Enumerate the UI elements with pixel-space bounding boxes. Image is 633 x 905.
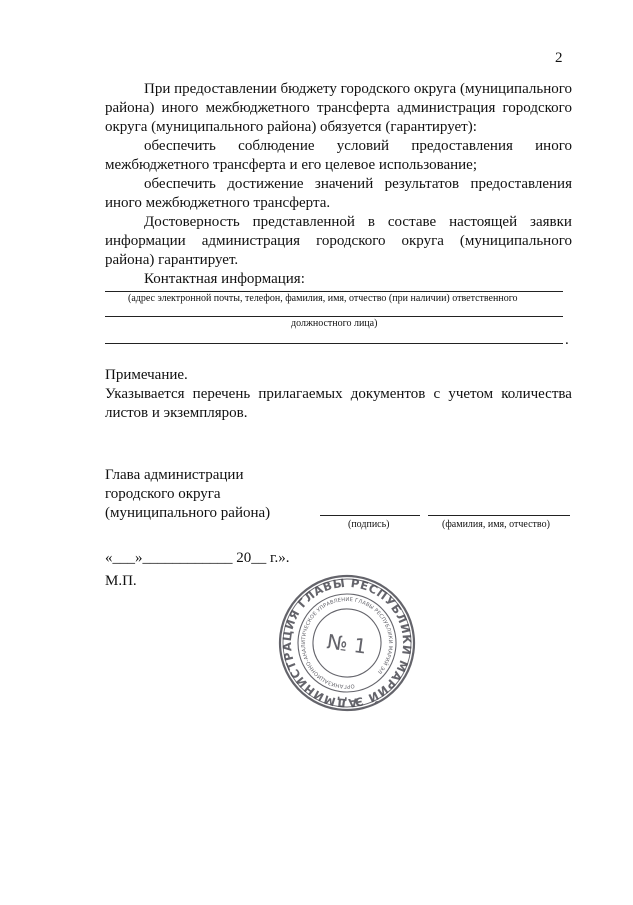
contact-line-1 — [105, 291, 563, 292]
contact-line-3 — [105, 343, 563, 344]
signature-title-line-2: городского округа — [105, 486, 221, 502]
paragraph-4-line-2 — [105, 232, 572, 251]
paragraph-1-line-2 — [105, 99, 572, 118]
word: городского — [340, 81, 411, 97]
name-caption: (фамилия, имя, отчество) — [442, 519, 550, 530]
word: иного — [161, 100, 199, 116]
word: соблюдение — [238, 138, 315, 154]
word: округа — [401, 233, 444, 249]
word: обеспечить — [144, 138, 216, 154]
paragraph-4-line-3: района) гарантирует. — [105, 252, 239, 268]
word: условий — [336, 138, 390, 154]
note-line-1 — [105, 385, 572, 404]
word: При — [144, 81, 171, 97]
seal-outer-text: АДМИНИСТРАЦИЯ ГЛАВЫ РЕСПУБЛИКИ МАРИЙ ЭЛ — [279, 575, 415, 711]
word: администрация — [201, 233, 301, 249]
paragraph-1-line-3: округа (муниципального района) обязуется (гарантирует): — [105, 119, 477, 135]
word: бюджету — [280, 81, 337, 97]
word: значений — [314, 176, 374, 192]
paragraph-3-line-1 — [144, 175, 572, 194]
contact-caption-1: (адрес электронной почты, телефон, фамилия, имя, отчество (при наличии) ответственного — [128, 293, 518, 304]
word: настоящей — [449, 214, 518, 230]
date-line: «___»____________ 20__ г.». — [105, 550, 290, 566]
contact-caption-2: должностного лица) — [291, 318, 378, 329]
word: учетом — [448, 386, 494, 402]
word: с — [433, 386, 441, 402]
word: трансферта — [316, 100, 390, 116]
word: (муниципального — [459, 81, 572, 97]
contact-end-dot: . — [565, 332, 569, 348]
word: результатов — [384, 176, 460, 192]
contact-line-2 — [105, 316, 563, 317]
word: в — [367, 214, 375, 230]
word: района) — [105, 100, 155, 116]
paragraph-2-line-1 — [144, 137, 572, 156]
word: перечень — [192, 386, 251, 402]
word: (муниципального — [459, 233, 572, 249]
word: городского — [502, 100, 572, 116]
word: предоставления — [411, 138, 513, 154]
word: иного — [535, 138, 572, 154]
word: администрация — [396, 100, 496, 116]
signature-caption: (подпись) — [348, 519, 390, 530]
word: округа — [413, 81, 457, 97]
word: заявки — [530, 214, 572, 230]
word: прилагаемых — [258, 386, 343, 402]
word: предоставлении — [174, 81, 277, 97]
word: Достоверность — [144, 214, 240, 230]
word: городского — [316, 233, 386, 249]
word: информации — [105, 233, 186, 249]
name-line — [428, 515, 570, 516]
word: представленной — [252, 214, 355, 230]
word: Указывается — [105, 386, 185, 402]
paragraph-2-line-2: межбюджетного трансферта и его целевое использование; — [105, 157, 478, 173]
word: обеспечить — [144, 176, 216, 192]
word: составе — [387, 214, 437, 230]
word: количества — [501, 386, 572, 402]
seal-inner-text: ОРГАНИЗАЦИОННО-АНАЛИТИЧЕСКОЕ УПРАВЛЕНИЕ ГЛАВЫ РЕСПУБЛИКИ МАРИЙ ЭЛ — [300, 596, 394, 690]
word: документов — [350, 386, 426, 402]
paragraph-4-line-1 — [144, 213, 572, 232]
note-line-2: листов и экземпляров. — [105, 405, 248, 421]
note-title: Примечание. — [105, 367, 188, 383]
seal-center-number: № 1 — [325, 629, 369, 659]
word: межбюджетного — [205, 100, 310, 116]
official-seal-stamp — [277, 573, 417, 713]
page-number: 2 — [555, 50, 563, 66]
contact-heading: Контактная информация: — [144, 271, 305, 287]
word: предоставления — [470, 176, 572, 192]
paragraph-1-line-1 — [144, 80, 572, 99]
paragraph-3-line-2: иного межбюджетного трансферта. — [105, 195, 331, 211]
signature-title-line-3: (муниципального района) — [105, 505, 271, 521]
word: достижение — [227, 176, 304, 192]
stamp-place-label: М.П. — [105, 573, 137, 589]
signature-title-line-1: Глава администрации — [105, 467, 244, 483]
signature-line — [320, 515, 420, 516]
